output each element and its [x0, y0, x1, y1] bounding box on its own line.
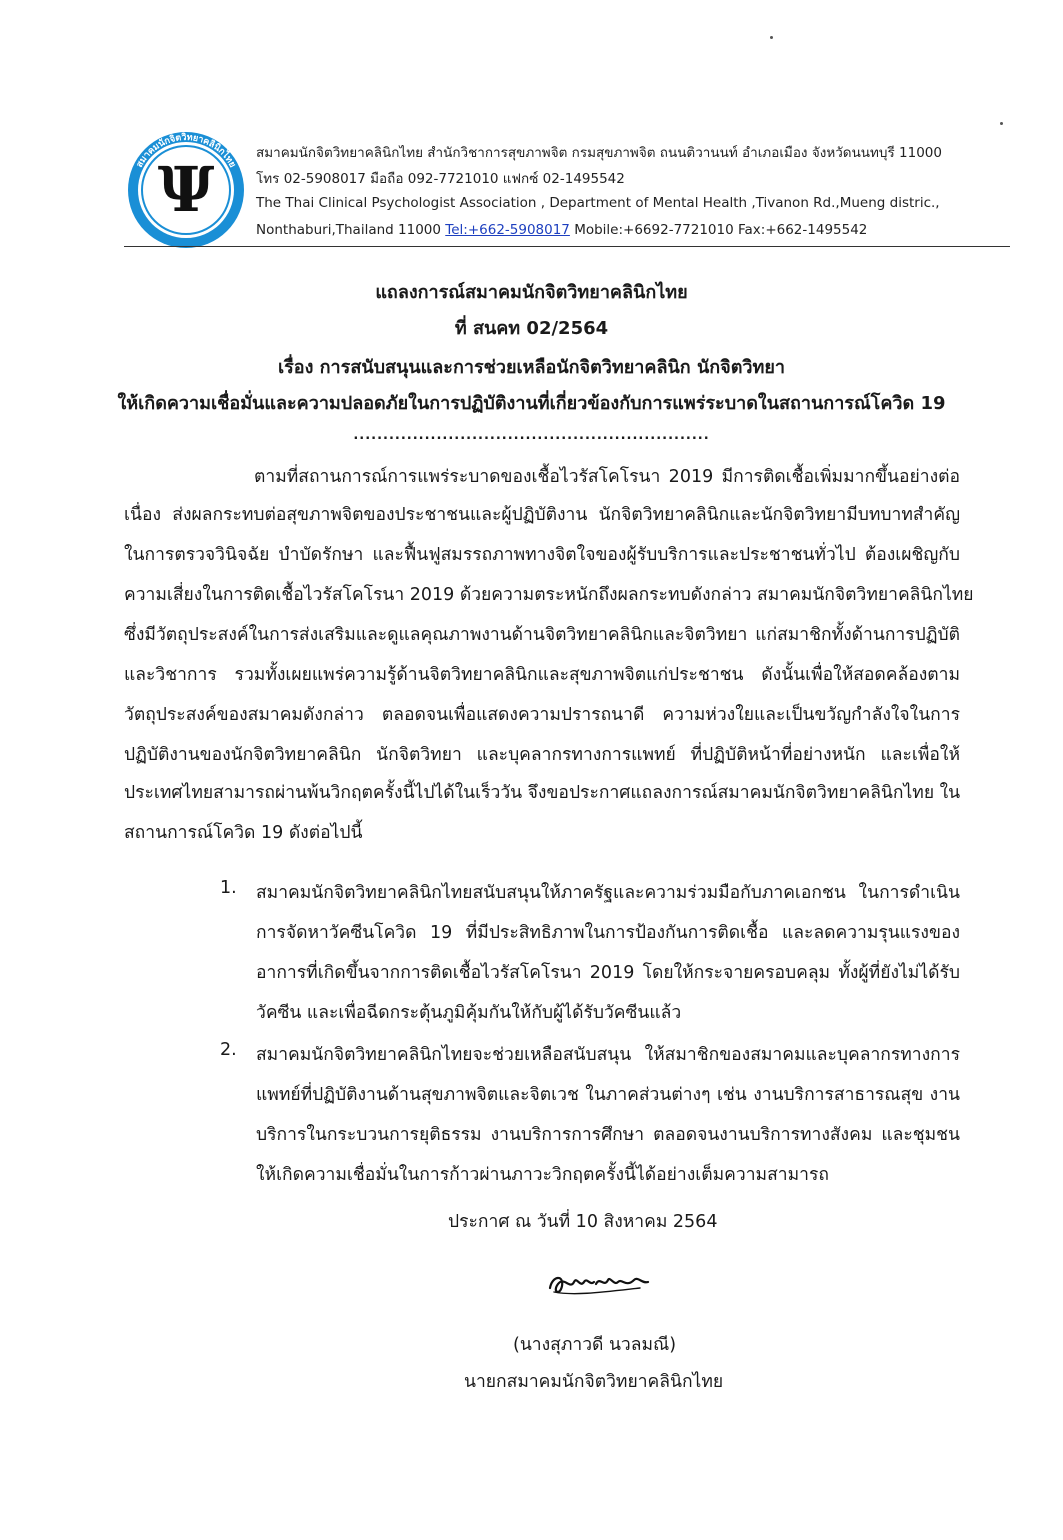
body-line: สถานการณ์โควิด 19 ดังต่อไปนี้: [124, 823, 363, 843]
signer-title: นายกสมาคมนักจิตวิทยาคลินิกไทย: [464, 1372, 724, 1392]
item-line: อาการที่เกิดขึ้นจากการติดเชื้อไวรัสโคโรนา 2019 โดยให้กระจายครอบคลุม ทั้งผู้ที่ยังไม่ได้รับ: [256, 963, 960, 983]
signer-name: (นางสุภาวดี นวลมณี): [513, 1335, 677, 1355]
scan-speck: [770, 36, 773, 39]
subject-line-2: ให้เกิดความเชื่อมั่นและความปลอดภัยในการปฏิบัติงานที่เกี่ยวข้องกับการแพร่ระบาดในสถานการณ์โควิด 19: [117, 393, 946, 414]
signature: [544, 1262, 654, 1302]
statement-title: แถลงการณ์สมาคมนักจิตวิทยาคลินิกไทย: [375, 282, 688, 303]
body-line: ประเทศไทยสามารถผ่านพ้นวิกฤตครั้งนี้ไปได้ในเร็ววัน จึงขอประกาศแถลงการณ์สมาคมนักจิตวิทยาคลินิกไทย ใน: [124, 783, 961, 803]
body-line: ตามที่สถานการณ์การแพร่ระบาดของเชื้อไวรัสโคโรนา 2019 มีการติดเชื้อเพิ่มมากขึ้นอย่างต่อ: [254, 467, 960, 487]
header-contact-thai: โทร 02-5908017 มือถือ 092-7721010 แฟกซ์ 02-1495542: [256, 171, 625, 187]
item-line: สมาคมนักจิตวิทยาคลินิกไทยสนับสนุนให้ภาครัฐและความร่วมมือกับภาคเอกชน ในการดำเนิน: [256, 883, 960, 903]
announcement-date: ประกาศ ณ วันที่ 10 สิงหาคม 2564: [448, 1212, 718, 1232]
subject-line: เรื่อง การสนับสนุนและการช่วยเหลือนักจิตวิทยาคลินิก นักจิตวิทยา: [277, 357, 786, 378]
body-line: และวิชาการ รวมทั้งเผยแพร่ความรู้ด้านจิตวิทยาคลินิกและสุขภาพจิตแก่ประชาชน ดังนั้นเพื่อให้สอดคล้องตาม: [124, 665, 960, 685]
item-number: 2.: [220, 1040, 237, 1060]
address-suffix: Mobile:+6692-7721010 Fax:+662-1495542: [569, 222, 868, 238]
tel-link[interactable]: Tel:+662-5908017: [445, 222, 570, 238]
header-org-thai: สมาคมนักจิตวิทยาคลินิกไทย สำนักวิชาการสุขภาพจิต กรมสุขภาพจิต ถนนติวานนท์ อำเภอเมือง จังหวัดนนทบุรี 11000: [256, 145, 942, 161]
body-line: ซึ่งมีวัตถุประสงค์ในการส่งเสริมและดูแลคุณภาพงานด้านจิตวิทยาคลินิกและจิตวิทยา แก่สมาชิกทั้งด้านการปฏิบัติ: [124, 625, 960, 645]
item-line: วัคซีน และเพื่อฉีดกระตุ้นภูมิคุ้มกันให้กับผู้ได้รับวัคซีนแล้ว: [256, 1003, 682, 1023]
scan-speck: [1000, 122, 1003, 125]
logo-ring-text: สมาคมนักจิตวิทยาคลินิกไทย: [134, 132, 238, 170]
header-address-en: [256, 222, 867, 238]
body-line: วัตถุประสงค์ของสมาคมดังกล่าว ตลอดจนเพื่อแสดงความปรารถนาดี ความห่วงใยและเป็นขวัญกำลังใจในการ: [124, 705, 960, 725]
association-logo: [124, 128, 248, 252]
header-org-en: The Thai Clinical Psychologist Association , Department of Mental Health ,Tivanon Rd.,Mueng distric.,: [256, 195, 940, 211]
item-line: การจัดหาวัคซีนโควิด 19 ที่มีประสิทธิภาพในการป้องกันการติดเชื้อ และลดความรุนแรงของ: [256, 923, 960, 943]
item-line: บริการในกระบวนการยุติธรรม งานบริการการศึกษา ตลอดจนงานบริการทางสังคม และชุมชน: [256, 1125, 960, 1145]
reference-number: ที่ สนคท 02/2564: [454, 318, 609, 339]
header-divider: [124, 246, 1010, 247]
address-prefix: Nonthaburi,Thailand 11000: [256, 222, 446, 238]
psi-symbol: Ψ: [157, 153, 215, 226]
item-number: 1.: [220, 878, 237, 898]
item-line: สมาคมนักจิตวิทยาคลินิกไทยจะช่วยเหลือสนับสนุน ให้สมาชิกของสมาคมและบุคลากรทางการ: [256, 1045, 960, 1065]
item-line: ให้เกิดความเชื่อมั่นในการก้าวผ่านภาวะวิกฤตครั้งนี้ได้อย่างเต็มความสามารถ: [256, 1165, 829, 1185]
dotted-separator: ............................................................: [353, 428, 710, 443]
body-line: ความเสี่ยงในการติดเชื้อไวรัสโคโรนา 2019 ด้วยความตระหนักถึงผลกระทบดังกล่าว สมาคมนักจิตวิทยาคลินิกไทย: [124, 585, 974, 605]
body-line: ในการตรวจวินิจฉัย บำบัดรักษา และฟื้นฟูสมรรถภาพทางจิตใจของผู้รับบริการและประชาชนทั่วไป ต้องเผชิญกับ: [124, 545, 960, 565]
item-line: แพทย์ที่ปฏิบัติงานด้านสุขภาพจิตและจิตเวช ในภาคส่วนต่างๆ เช่น งานบริการสาธารณสุข งาน: [256, 1085, 960, 1105]
body-line: ปฏิบัติงานของนักจิตวิทยาคลินิก นักจิตวิทยา และบุคลากรทางการแพทย์ ที่ปฏิบัติหน้าที่อย่างหนัก และเพื่อให้: [124, 745, 960, 765]
body-line: เนื่อง ส่งผลกระทบต่อสุขภาพจิตของประชาชนและผู้ปฏิบัติงาน นักจิตวิทยาคลินิกและนักจิตวิทยามีบทบาทสำคัญ: [124, 505, 960, 525]
